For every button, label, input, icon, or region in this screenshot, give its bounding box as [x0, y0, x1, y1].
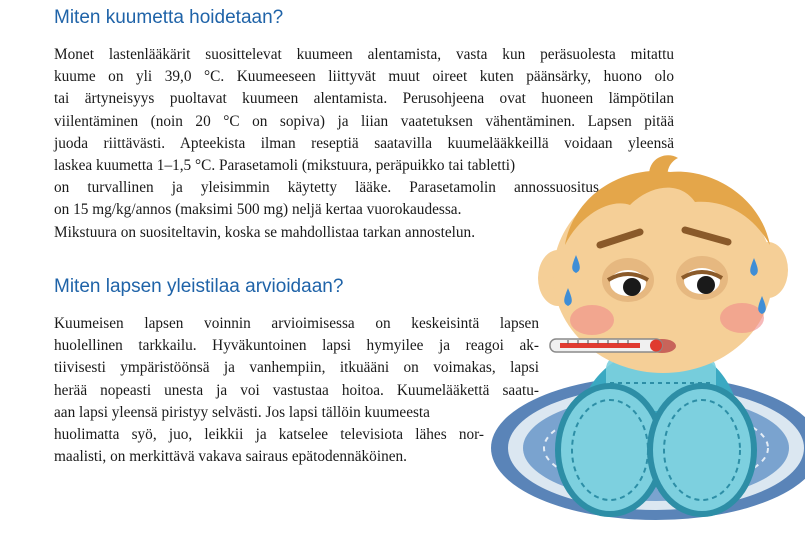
text-line: huolimatta syö, juo, leikkii ja katselee televisiota lähes nor-	[54, 426, 484, 444]
paragraph-general-condition	[54, 313, 539, 468]
right-cheek	[720, 303, 764, 333]
text-line: on 15 mg/kg/annos (maksimi 500 mg) neljä kertaa vuorokaudessa.	[54, 201, 462, 219]
text-line: Kuumeisen lapsen voinnin arvioimisessa on keskeisintä lapsen	[54, 315, 539, 332]
text-line: viilentäminen (noin 20 °C on sopiva) ja liian vaatetuksen vähentäminen. Lapsen pitää	[54, 112, 674, 130]
text-line: tai ärtyneisyys puoltavat kuumeen alentamista. Perusohjeena ovat huoneen lämpötilan	[54, 90, 674, 108]
text-line: on turvallinen ja yleisimmin käytetty lääke. Parasetamolin annossuositus	[54, 179, 599, 197]
section-heading-general-condition: Miten lapsen yleistilaa arvioidaan?	[54, 276, 344, 297]
text-line: herää nopeasti unesta ja voi vastustaa hoitoa. Kuumelääkettä saatu-	[54, 381, 539, 399]
text-line: aan lapsi yleensä piristyy selvästi. Jos lapsi tällöin kuumeesta	[54, 403, 430, 421]
text-line: laskea kuumetta 1–1,5 °C. Parasetamoli (mikstuura, peräpuikko tai tabletti)	[54, 157, 516, 175]
thermometer-icon	[550, 339, 662, 352]
left-cheek	[570, 305, 614, 335]
section-heading-fever-care: Miten kuumetta hoidetaan?	[54, 7, 284, 28]
sick-child-illustration	[480, 150, 805, 545]
text-line: tiivisesti ympäristöönsä ja vanhempiin, itkuääni on voimakas, lapsi	[54, 359, 539, 377]
left-foot	[558, 386, 662, 514]
text-line: maalisti, on merkittävä vakava sairaus epätodennäköinen.	[54, 448, 407, 466]
right-foot	[650, 386, 754, 514]
text-line: kuume on yli 39,0 °C. Kuumeeseen liittyvät muut oireet kuten päänsärky, huono olo	[54, 68, 674, 86]
text-line: huolellinen tarkkailu. Hyväkuntoinen lapsi hymyilee ja reagoi ak-	[54, 337, 539, 355]
text-line: juoda riittävästi. Apteekista ilman reseptiä saatavilla kuumelääkkeillä voidaan yleensä	[54, 134, 674, 152]
text-line: Mikstuura on suositeltavin, koska se mahdollistaa tarkan annostelun.	[54, 223, 476, 241]
text-line: Monet lastenlääkärit suosittelevat kuumeen alentamista, vasta kun peräsuolesta mitattu	[54, 46, 674, 63]
